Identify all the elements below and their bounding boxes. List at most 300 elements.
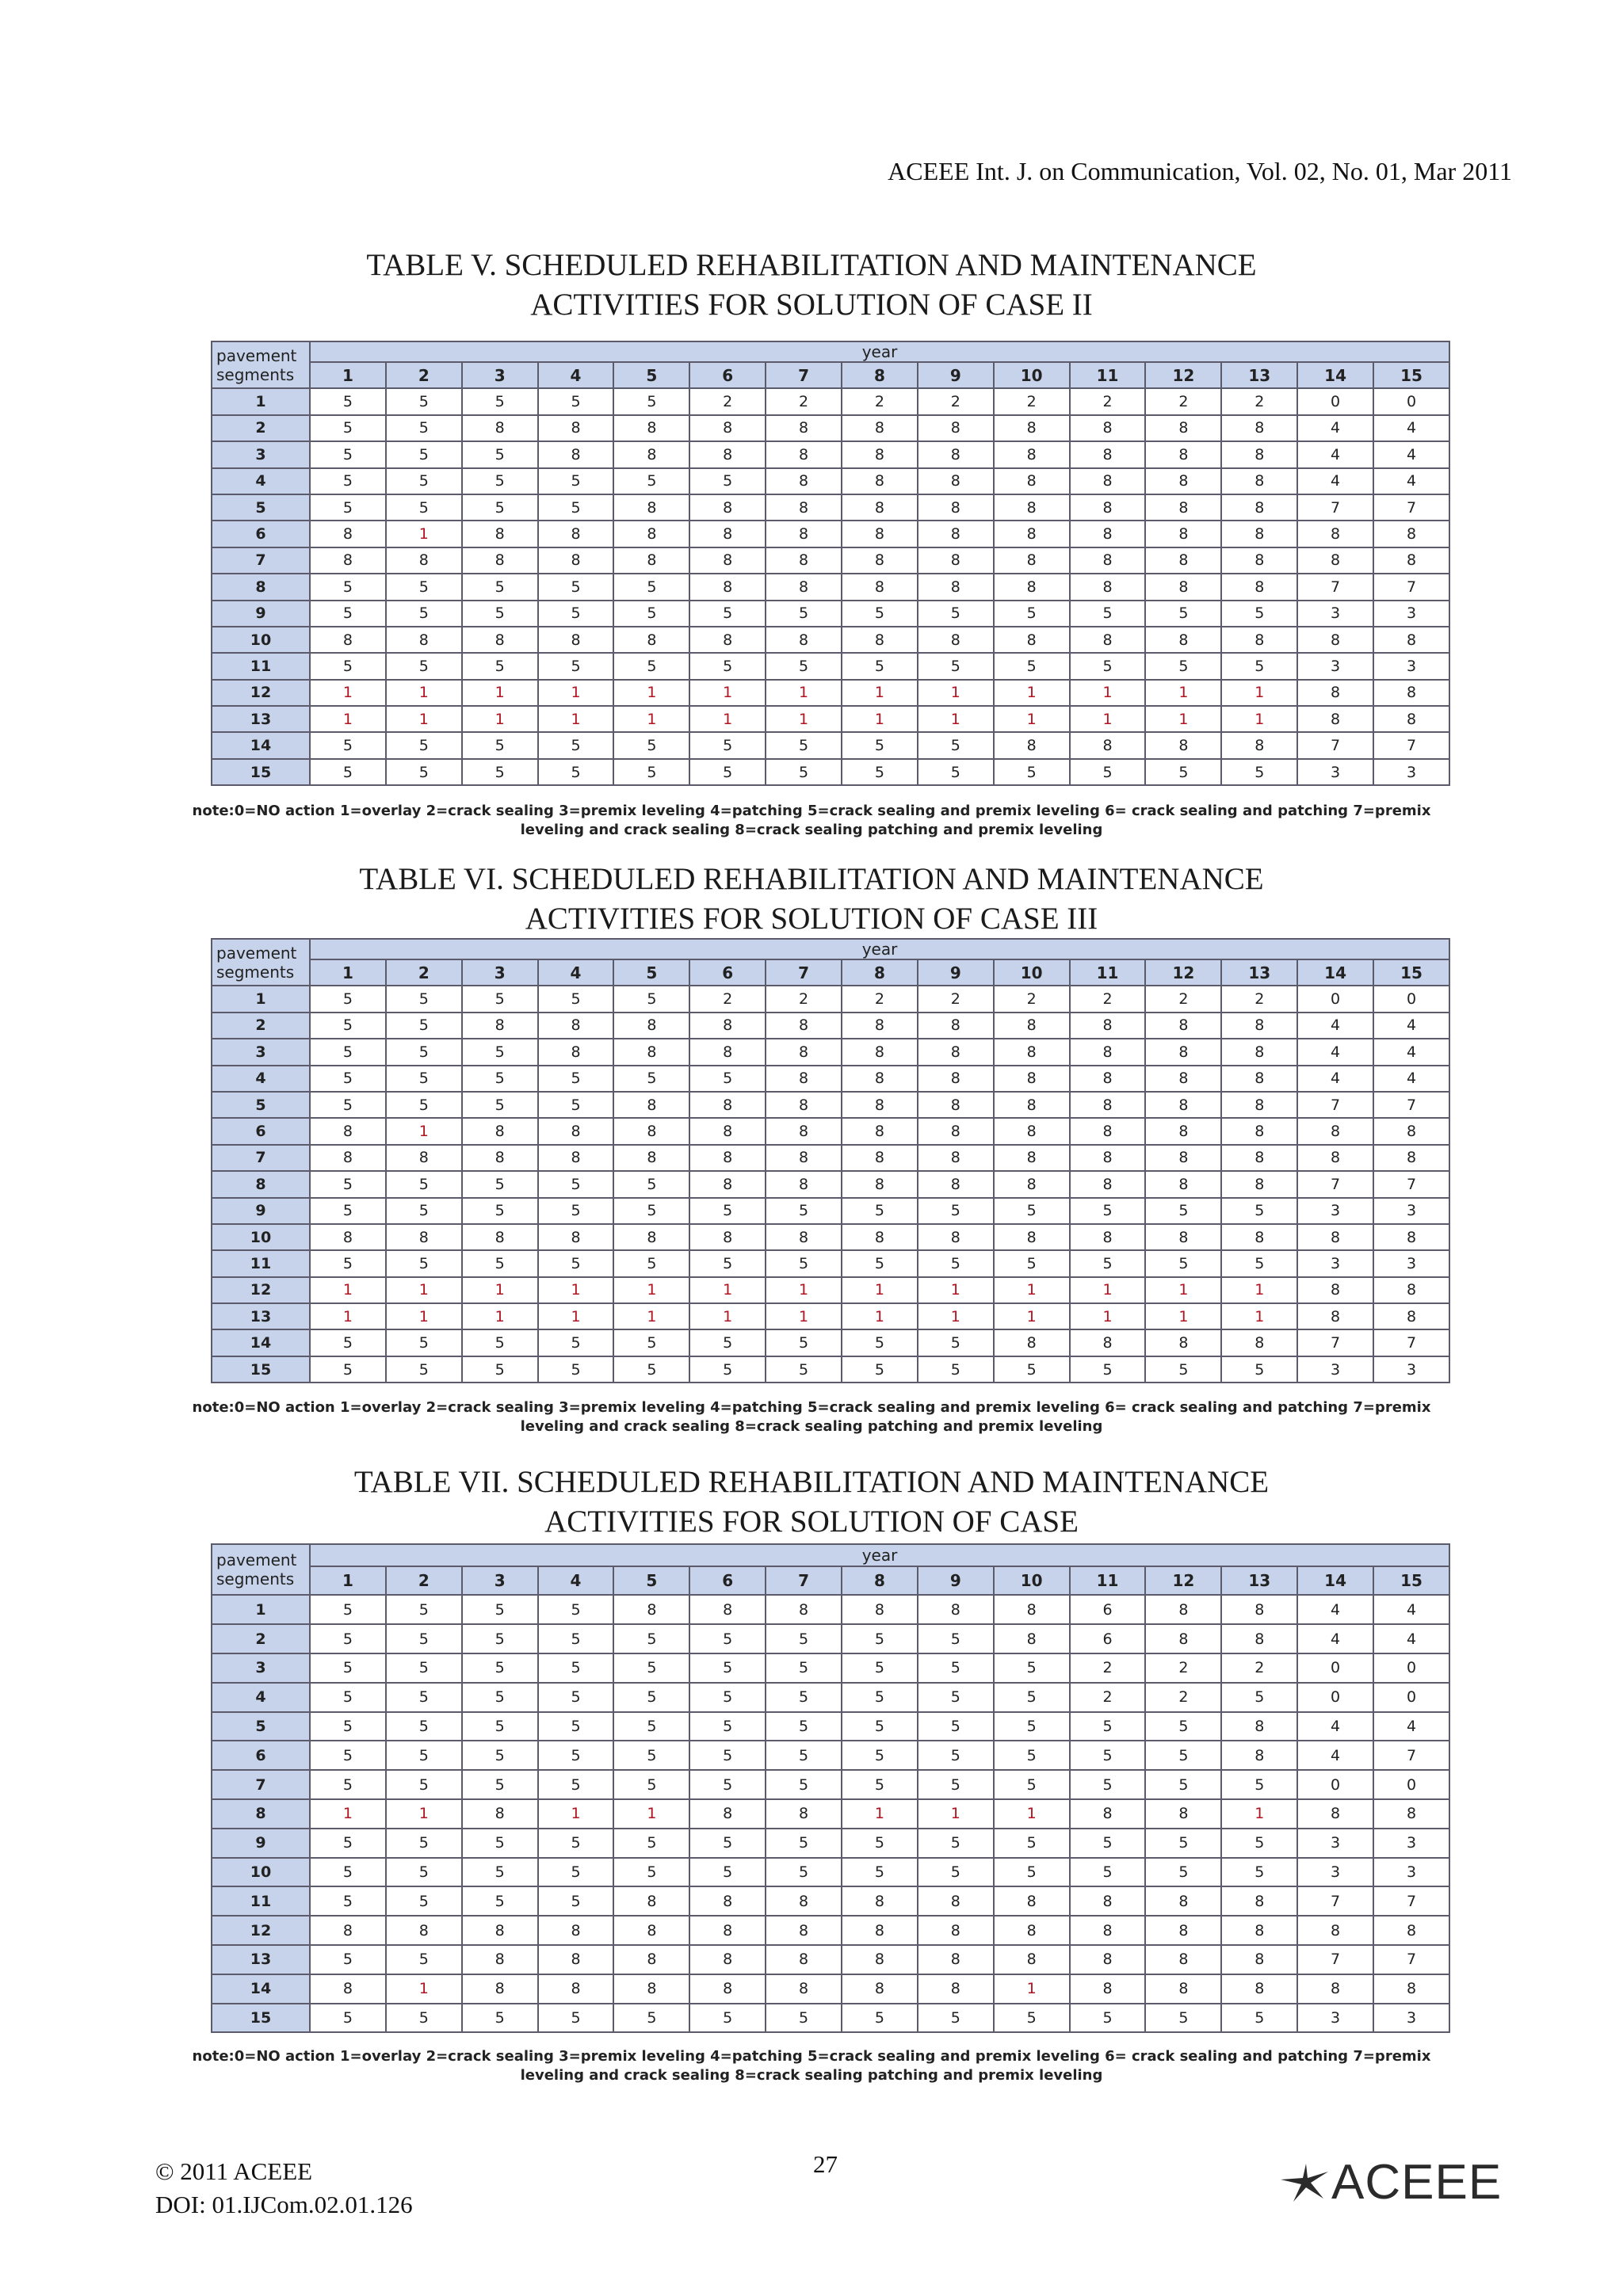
activity-cell: 7 bbox=[1297, 1886, 1373, 1916]
activity-cell: 8 bbox=[1145, 415, 1221, 441]
activity-cell: 8 bbox=[1221, 1624, 1297, 1653]
activity-cell: 8 bbox=[1297, 1118, 1373, 1144]
footer-copyright: © 2011 ACEEE bbox=[155, 2157, 313, 2185]
activity-cell: 8 bbox=[1070, 1039, 1146, 1065]
activity-cell: 8 bbox=[1070, 732, 1146, 758]
activity-cell: 5 bbox=[1145, 1250, 1221, 1276]
year-number-header: 2 bbox=[386, 1566, 462, 1596]
activity-cell: 5 bbox=[842, 1770, 918, 1799]
activity-cell: 5 bbox=[994, 1712, 1070, 1741]
activity-cell: 5 bbox=[1145, 1858, 1221, 1887]
table-row bbox=[212, 1683, 1449, 1712]
segment-cell: 11 bbox=[212, 1886, 310, 1916]
activity-cell: 8 bbox=[918, 547, 994, 574]
activity-cell: 5 bbox=[766, 1770, 842, 1799]
segment-cell: 6 bbox=[212, 1741, 310, 1770]
segment-header-line: segments bbox=[216, 962, 295, 982]
year-header: year bbox=[310, 341, 1449, 362]
activity-cell: 8 bbox=[1373, 627, 1449, 653]
activity-cell: 8 bbox=[1145, 1092, 1221, 1118]
activity-cell: 8 bbox=[613, 415, 689, 441]
activity-cell: 3 bbox=[1373, 1858, 1449, 1887]
activity-cell: 5 bbox=[842, 1356, 918, 1383]
activity-cell: 5 bbox=[689, 1250, 766, 1276]
activity-cell: 8 bbox=[1070, 1118, 1146, 1144]
activity-cell: 5 bbox=[386, 1858, 462, 1887]
activity-cell: 8 bbox=[842, 627, 918, 653]
table-title-line: ACTIVITIES FOR SOLUTION OF CASE II bbox=[530, 288, 1093, 322]
year-number-header: 1 bbox=[310, 362, 386, 388]
activity-cell: 3 bbox=[1373, 1829, 1449, 1858]
table-row bbox=[212, 1858, 1449, 1887]
activity-cell: 5 bbox=[310, 1683, 386, 1712]
activity-cell: 8 bbox=[1070, 547, 1146, 574]
activity-cell: 5 bbox=[310, 1013, 386, 1039]
activity-cell: 8 bbox=[994, 1329, 1070, 1356]
activity-cell: 7 bbox=[1373, 1329, 1449, 1356]
activity-cell: 5 bbox=[918, 1653, 994, 1683]
activity-cell: 2 bbox=[1070, 986, 1146, 1012]
activity-cell: 8 bbox=[310, 1145, 386, 1171]
activity-cell: 1 bbox=[538, 706, 614, 732]
activity-cell: 8 bbox=[613, 1013, 689, 1039]
activity-cell: 2 bbox=[1221, 986, 1297, 1012]
activity-cell: 5 bbox=[1145, 1712, 1221, 1741]
activity-cell: 2 bbox=[1070, 1683, 1146, 1712]
activity-cell: 5 bbox=[1221, 1858, 1297, 1887]
year-number-header: 13 bbox=[1221, 959, 1297, 986]
table-title-line: TABLE V. SCHEDULED REHABILITATION AND MAINTENANCE bbox=[366, 248, 1257, 282]
activity-cell: 5 bbox=[462, 1092, 538, 1118]
segment-header-line: pavement bbox=[216, 1550, 297, 1570]
segment-cell: 14 bbox=[212, 1974, 310, 2004]
table-title-line: ACTIVITIES FOR SOLUTION OF CASE III bbox=[525, 902, 1098, 936]
activity-cell: 5 bbox=[462, 601, 538, 627]
activity-cell: 5 bbox=[462, 388, 538, 414]
year-number-header: 15 bbox=[1373, 362, 1449, 388]
activity-cell: 8 bbox=[918, 574, 994, 600]
activity-cell: 3 bbox=[1297, 601, 1373, 627]
activity-cell: 5 bbox=[386, 1770, 462, 1799]
activity-cell: 5 bbox=[689, 732, 766, 758]
activity-cell: 8 bbox=[1221, 1712, 1297, 1741]
activity-cell: 8 bbox=[1070, 627, 1146, 653]
activity-cell: 8 bbox=[538, 1118, 614, 1144]
activity-cell: 1 bbox=[386, 521, 462, 547]
activity-cell: 1 bbox=[918, 1303, 994, 1329]
activity-cell: 8 bbox=[689, 1039, 766, 1065]
activity-cell: 5 bbox=[1070, 2004, 1146, 2033]
activity-cell: 5 bbox=[613, 1624, 689, 1653]
activity-cell: 8 bbox=[538, 1224, 614, 1250]
segment-header-line: pavement bbox=[216, 345, 297, 365]
activity-cell: 1 bbox=[1221, 706, 1297, 732]
activity-cell: 5 bbox=[1145, 1770, 1221, 1799]
activity-cell: 8 bbox=[766, 468, 842, 494]
star-logo-icon bbox=[1276, 2161, 1331, 2205]
activity-cell: 8 bbox=[994, 1171, 1070, 1197]
activity-cell: 8 bbox=[994, 1595, 1070, 1624]
activity-cell: 7 bbox=[1297, 732, 1373, 758]
activity-cell: 8 bbox=[766, 547, 842, 574]
activity-cell: 8 bbox=[766, 1595, 842, 1624]
activity-cell: 2 bbox=[766, 986, 842, 1012]
schedule-table-wrap bbox=[211, 938, 1450, 1383]
activity-cell: 8 bbox=[1221, 574, 1297, 600]
activity-cell: 5 bbox=[386, 732, 462, 758]
activity-cell: 5 bbox=[842, 1329, 918, 1356]
year-number-header: 6 bbox=[689, 362, 766, 388]
activity-cell: 5 bbox=[1221, 1829, 1297, 1858]
activity-cell: 8 bbox=[1070, 1916, 1146, 1945]
activity-cell: 8 bbox=[386, 1224, 462, 1250]
activity-cell: 1 bbox=[766, 706, 842, 732]
activity-cell: 1 bbox=[386, 1974, 462, 2004]
segment-cell: 5 bbox=[212, 494, 310, 521]
segment-cell: 10 bbox=[212, 1224, 310, 1250]
segment-cell: 13 bbox=[212, 1303, 310, 1329]
activity-cell: 8 bbox=[386, 547, 462, 574]
activity-cell: 8 bbox=[1221, 1066, 1297, 1092]
activity-cell: 8 bbox=[1297, 1916, 1373, 1945]
activity-cell: 8 bbox=[1221, 547, 1297, 574]
activity-cell: 8 bbox=[766, 494, 842, 521]
table-row bbox=[212, 1250, 1449, 1276]
activity-cell: 5 bbox=[386, 1329, 462, 1356]
activity-cell: 1 bbox=[1145, 680, 1221, 706]
activity-cell: 8 bbox=[1373, 680, 1449, 706]
activity-cell: 8 bbox=[689, 415, 766, 441]
activity-cell: 8 bbox=[842, 1013, 918, 1039]
year-number-header: 11 bbox=[1070, 362, 1146, 388]
activity-cell: 5 bbox=[538, 1356, 614, 1383]
activity-cell: 1 bbox=[538, 1303, 614, 1329]
activity-cell: 8 bbox=[994, 468, 1070, 494]
activity-cell: 5 bbox=[386, 986, 462, 1012]
activity-cell: 8 bbox=[1221, 1092, 1297, 1118]
activity-cell: 5 bbox=[386, 1712, 462, 1741]
segment-cell: 15 bbox=[212, 2004, 310, 2033]
activity-cell: 8 bbox=[842, 415, 918, 441]
table-row bbox=[212, 1712, 1449, 1741]
activity-cell: 8 bbox=[386, 1145, 462, 1171]
year-number-header: 10 bbox=[994, 959, 1070, 986]
activity-cell: 8 bbox=[766, 1171, 842, 1197]
activity-cell: 8 bbox=[842, 1092, 918, 1118]
page-number: 27 bbox=[813, 2150, 838, 2178]
aceee-logo bbox=[1276, 2155, 1502, 2210]
table-row bbox=[212, 1799, 1449, 1829]
activity-cell: 8 bbox=[994, 1013, 1070, 1039]
activity-cell: 8 bbox=[766, 1118, 842, 1144]
table-row bbox=[212, 547, 1449, 574]
activity-cell: 5 bbox=[386, 441, 462, 467]
activity-cell: 5 bbox=[386, 653, 462, 679]
activity-cell: 8 bbox=[689, 574, 766, 600]
activity-cell: 1 bbox=[613, 1303, 689, 1329]
activity-cell: 8 bbox=[994, 494, 1070, 521]
activity-cell: 5 bbox=[386, 1741, 462, 1770]
activity-cell: 5 bbox=[1070, 1356, 1146, 1383]
table-title-line: ACTIVITIES FOR SOLUTION OF CASE bbox=[544, 1505, 1079, 1539]
activity-cell: 5 bbox=[462, 653, 538, 679]
activity-cell: 2 bbox=[1070, 1653, 1146, 1683]
year-number-header: 7 bbox=[766, 362, 842, 388]
activity-cell: 8 bbox=[1145, 1799, 1221, 1829]
table-row bbox=[212, 627, 1449, 653]
activity-cell: 8 bbox=[766, 441, 842, 467]
table-note-line: leveling and crack sealing 8=crack sealing patching and premix leveling bbox=[520, 1418, 1103, 1435]
activity-cell: 5 bbox=[538, 1770, 614, 1799]
activity-cell: 1 bbox=[386, 680, 462, 706]
activity-cell: 7 bbox=[1297, 1329, 1373, 1356]
activity-cell: 1 bbox=[538, 1799, 614, 1829]
activity-cell: 4 bbox=[1373, 1624, 1449, 1653]
activity-cell: 5 bbox=[689, 1712, 766, 1741]
activity-cell: 3 bbox=[1373, 1198, 1449, 1224]
activity-cell: 5 bbox=[538, 1329, 614, 1356]
activity-cell: 1 bbox=[1221, 1277, 1297, 1303]
year-number-header: 14 bbox=[1297, 959, 1373, 986]
activity-cell: 8 bbox=[462, 1118, 538, 1144]
activity-cell: 8 bbox=[994, 732, 1070, 758]
table-row bbox=[212, 732, 1449, 758]
activity-cell: 1 bbox=[994, 1303, 1070, 1329]
activity-cell: 1 bbox=[766, 1303, 842, 1329]
activity-cell: 8 bbox=[842, 441, 918, 467]
segment-cell: 10 bbox=[212, 627, 310, 653]
activity-cell: 5 bbox=[462, 1683, 538, 1712]
activity-cell: 8 bbox=[1221, 1916, 1297, 1945]
activity-cell: 5 bbox=[538, 1092, 614, 1118]
activity-cell: 5 bbox=[462, 1039, 538, 1065]
activity-cell: 8 bbox=[689, 521, 766, 547]
activity-cell: 5 bbox=[310, 388, 386, 414]
table-row bbox=[212, 1770, 1449, 1799]
activity-cell: 5 bbox=[310, 468, 386, 494]
activity-cell: 1 bbox=[994, 706, 1070, 732]
segment-header-line: segments bbox=[216, 364, 295, 384]
activity-cell: 8 bbox=[1145, 574, 1221, 600]
activity-cell: 8 bbox=[462, 547, 538, 574]
activity-cell: 1 bbox=[842, 680, 918, 706]
activity-cell: 8 bbox=[918, 1916, 994, 1945]
activity-cell: 8 bbox=[613, 1974, 689, 2004]
activity-cell: 8 bbox=[1221, 1945, 1297, 1974]
activity-cell: 8 bbox=[538, 441, 614, 467]
activity-cell: 8 bbox=[462, 1916, 538, 1945]
activity-cell: 8 bbox=[994, 1039, 1070, 1065]
activity-cell: 8 bbox=[613, 1118, 689, 1144]
year-number-header: 5 bbox=[613, 959, 689, 986]
activity-cell: 3 bbox=[1373, 1250, 1449, 1276]
activity-cell: 8 bbox=[842, 1916, 918, 1945]
activity-cell: 3 bbox=[1373, 601, 1449, 627]
activity-cell: 5 bbox=[689, 653, 766, 679]
activity-cell: 5 bbox=[386, 1595, 462, 1624]
activity-cell: 5 bbox=[538, 574, 614, 600]
activity-cell: 5 bbox=[918, 1741, 994, 1770]
activity-cell: 3 bbox=[1373, 2004, 1449, 2033]
activity-cell: 5 bbox=[918, 1770, 994, 1799]
year-number-header: 7 bbox=[766, 1566, 842, 1596]
activity-cell: 8 bbox=[994, 1224, 1070, 1250]
year-number-header: 8 bbox=[842, 362, 918, 388]
activity-cell: 8 bbox=[918, 1092, 994, 1118]
segment-cell: 13 bbox=[212, 706, 310, 732]
activity-cell: 8 bbox=[1373, 1974, 1449, 2004]
activity-cell: 8 bbox=[386, 1916, 462, 1945]
activity-cell: 6 bbox=[1070, 1624, 1146, 1653]
activity-cell: 8 bbox=[1070, 1013, 1146, 1039]
activity-cell: 5 bbox=[842, 1250, 918, 1276]
activity-cell: 8 bbox=[918, 1039, 994, 1065]
activity-cell: 8 bbox=[538, 1145, 614, 1171]
activity-cell: 1 bbox=[994, 1277, 1070, 1303]
table-row bbox=[212, 1624, 1449, 1653]
activity-cell: 5 bbox=[994, 1683, 1070, 1712]
year-number-header: 8 bbox=[842, 1566, 918, 1596]
activity-cell: 8 bbox=[1373, 521, 1449, 547]
year-number-header: 7 bbox=[766, 959, 842, 986]
activity-cell: 4 bbox=[1297, 1624, 1373, 1653]
table-row bbox=[212, 521, 1449, 547]
activity-cell: 1 bbox=[310, 680, 386, 706]
activity-cell: 1 bbox=[613, 1277, 689, 1303]
activity-cell: 5 bbox=[766, 1250, 842, 1276]
activity-cell: 1 bbox=[386, 1799, 462, 1829]
header-row-year bbox=[212, 1544, 1449, 1566]
activity-cell: 8 bbox=[766, 521, 842, 547]
activity-cell: 8 bbox=[689, 441, 766, 467]
activity-cell: 8 bbox=[918, 441, 994, 467]
activity-cell: 5 bbox=[766, 1198, 842, 1224]
activity-cell: 5 bbox=[1221, 1770, 1297, 1799]
segment-cell: 3 bbox=[212, 1653, 310, 1683]
activity-cell: 8 bbox=[1070, 1092, 1146, 1118]
activity-cell: 1 bbox=[310, 1303, 386, 1329]
activity-cell: 2 bbox=[842, 986, 918, 1012]
year-number-header: 6 bbox=[689, 1566, 766, 1596]
activity-cell: 8 bbox=[918, 1145, 994, 1171]
activity-cell: 5 bbox=[613, 1653, 689, 1683]
segment-cell: 1 bbox=[212, 986, 310, 1012]
activity-cell: 5 bbox=[310, 986, 386, 1012]
year-number-header: 14 bbox=[1297, 1566, 1373, 1596]
activity-cell: 5 bbox=[1070, 601, 1146, 627]
activity-cell: 8 bbox=[918, 1013, 994, 1039]
activity-cell: 8 bbox=[1070, 468, 1146, 494]
activity-cell: 4 bbox=[1297, 468, 1373, 494]
activity-cell: 5 bbox=[689, 1329, 766, 1356]
segment-cell: 9 bbox=[212, 601, 310, 627]
activity-cell: 5 bbox=[994, 1770, 1070, 1799]
activity-cell: 3 bbox=[1297, 1250, 1373, 1276]
year-number-header: 2 bbox=[386, 959, 462, 986]
activity-cell: 8 bbox=[766, 1945, 842, 1974]
activity-cell: 7 bbox=[1297, 494, 1373, 521]
activity-cell: 1 bbox=[689, 706, 766, 732]
activity-cell: 8 bbox=[766, 1974, 842, 2004]
activity-cell: 7 bbox=[1373, 1092, 1449, 1118]
activity-cell: 3 bbox=[1297, 759, 1373, 785]
activity-cell: 1 bbox=[310, 706, 386, 732]
activity-cell: 8 bbox=[613, 1092, 689, 1118]
activity-cell: 3 bbox=[1373, 653, 1449, 679]
table-note-line: note:0=NO action 1=overlay 2=crack sealing 3=premix leveling 4=patching 5=crack sealing and premix leveling 6= crack sealing and patching 7=premix bbox=[192, 803, 1431, 819]
activity-cell: 5 bbox=[310, 732, 386, 758]
activity-cell: 8 bbox=[918, 627, 994, 653]
activity-cell: 4 bbox=[1297, 441, 1373, 467]
table-note-line: leveling and crack sealing 8=crack sealing patching and premix leveling bbox=[520, 822, 1103, 838]
activity-cell: 8 bbox=[1373, 1303, 1449, 1329]
activity-cell: 1 bbox=[918, 706, 994, 732]
activity-cell: 5 bbox=[994, 759, 1070, 785]
activity-cell: 5 bbox=[386, 1250, 462, 1276]
activity-cell: 1 bbox=[386, 1118, 462, 1144]
activity-cell: 5 bbox=[1070, 1858, 1146, 1887]
activity-cell: 1 bbox=[918, 1277, 994, 1303]
header-row-years bbox=[212, 362, 1449, 388]
activity-cell: 8 bbox=[1070, 1145, 1146, 1171]
activity-cell: 1 bbox=[994, 1974, 1070, 2004]
activity-cell: 5 bbox=[918, 1329, 994, 1356]
activity-cell: 0 bbox=[1297, 1683, 1373, 1712]
table-row bbox=[212, 759, 1449, 785]
activity-cell: 8 bbox=[462, 1799, 538, 1829]
activity-cell: 2 bbox=[842, 388, 918, 414]
activity-cell: 5 bbox=[1145, 1741, 1221, 1770]
activity-cell: 4 bbox=[1297, 1741, 1373, 1770]
activity-cell: 7 bbox=[1373, 732, 1449, 758]
activity-cell: 8 bbox=[766, 415, 842, 441]
segment-header-label bbox=[212, 341, 310, 388]
table-row bbox=[212, 706, 1449, 732]
activity-cell: 8 bbox=[842, 1974, 918, 2004]
activity-cell: 8 bbox=[1070, 1945, 1146, 1974]
segment-cell: 5 bbox=[212, 1712, 310, 1741]
activity-cell: 1 bbox=[842, 1303, 918, 1329]
activity-cell: 8 bbox=[918, 468, 994, 494]
activity-cell: 5 bbox=[310, 1712, 386, 1741]
activity-cell: 5 bbox=[386, 468, 462, 494]
segment-cell: 4 bbox=[212, 1683, 310, 1712]
activity-cell: 5 bbox=[386, 1066, 462, 1092]
activity-cell: 5 bbox=[462, 1066, 538, 1092]
activity-cell: 5 bbox=[766, 1858, 842, 1887]
activity-cell: 7 bbox=[1373, 1945, 1449, 1974]
activity-cell: 5 bbox=[462, 494, 538, 521]
activity-cell: 8 bbox=[994, 627, 1070, 653]
table-title bbox=[0, 1463, 1623, 1542]
activity-cell: 5 bbox=[386, 1653, 462, 1683]
activity-cell: 5 bbox=[538, 1858, 614, 1887]
activity-cell: 5 bbox=[462, 2004, 538, 2033]
segment-cell: 2 bbox=[212, 415, 310, 441]
segment-cell: 1 bbox=[212, 388, 310, 414]
table-note bbox=[0, 1398, 1623, 1436]
activity-cell: 8 bbox=[994, 1886, 1070, 1916]
segment-cell: 9 bbox=[212, 1829, 310, 1858]
activity-cell: 8 bbox=[842, 468, 918, 494]
segment-cell: 14 bbox=[212, 1329, 310, 1356]
activity-cell: 8 bbox=[1145, 1224, 1221, 1250]
activity-cell: 5 bbox=[613, 1683, 689, 1712]
activity-cell: 8 bbox=[613, 1039, 689, 1065]
table-row bbox=[212, 468, 1449, 494]
activity-cell: 8 bbox=[1070, 494, 1146, 521]
activity-cell: 3 bbox=[1297, 1198, 1373, 1224]
